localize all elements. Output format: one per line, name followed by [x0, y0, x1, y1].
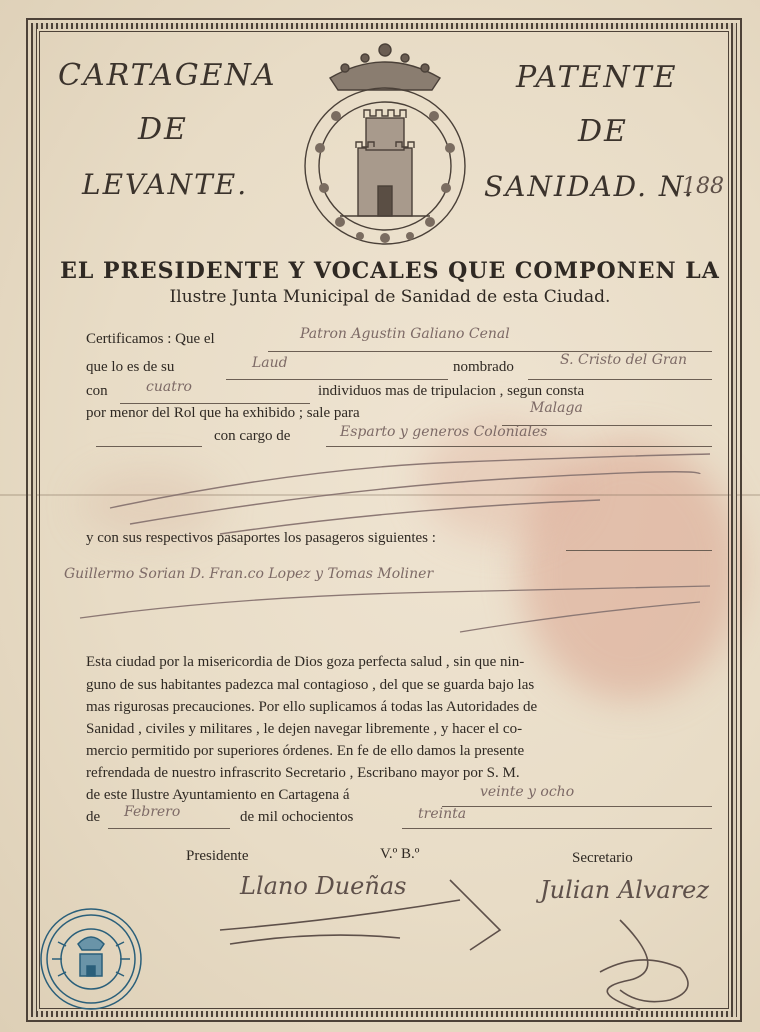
paragraph-line6: refrendada de nuestro infrascrito Secretario , Escribano mayor por S. M. — [86, 765, 520, 781]
secretary-signature: Julian Alvarez — [540, 876, 710, 904]
president-signature: Llano Dueñas — [240, 872, 407, 900]
header-right-line2: DE — [578, 114, 628, 149]
paragraph-line5: mercio permitido por superiores órdenes. En fe de ello damos la presente — [86, 743, 525, 759]
secretary-label: Secretario — [572, 850, 633, 866]
fill-line — [566, 550, 712, 551]
official-stamp — [38, 906, 144, 1012]
hw-cargo: Esparto y generos Coloniales — [340, 424, 548, 440]
header-left-line2: DE — [138, 112, 188, 147]
hw-passengers: Guillermo Sorian D. Fran.co Lopez y Tomas Moliner — [64, 566, 434, 582]
fill-line — [528, 379, 712, 380]
paragraph-line7: de este Ilustre Ayuntamiento en Cartagena á — [86, 787, 350, 803]
paragraph-line2: guno de sus habitantes padezca mal contagioso , del que se guarda bajo las — [86, 677, 535, 693]
fill-line — [120, 403, 310, 404]
hw-crew-count: cuatro — [146, 379, 192, 395]
fill-line — [226, 379, 448, 380]
paragraph-line4: Sanidad , civiles y militares , le dejen navegar libremente , y hacer el co- — [86, 721, 523, 737]
header-right-line1: PATENTE — [516, 60, 678, 95]
header-right-line3: SANIDAD. N. — [484, 170, 695, 203]
hw-month: Febrero — [124, 804, 181, 820]
body-por-menor: por menor del Rol que ha exhibido ; sale para — [86, 405, 360, 421]
pen-flourish — [60, 582, 720, 642]
body-con-cargo: con cargo de — [214, 428, 291, 444]
hw-date-day: veinte y ocho — [480, 784, 575, 800]
fill-line — [96, 446, 202, 447]
patent-number: 188 — [682, 174, 724, 199]
paragraph-de: de — [86, 809, 101, 825]
paragraph-line3: mas rigurosas precauciones. Por ello suplicamos á todas las Autoridades de — [86, 699, 538, 715]
header-left-line1: CARTAGENA — [58, 58, 277, 93]
title-line1: EL PRESIDENTE Y VOCALES QUE COMPONEN LA — [60, 258, 720, 284]
header-left-line3: LEVANTE. — [82, 168, 249, 201]
body-pasaportes: y con sus respectivos pasaportes los pasageros siguientes : — [86, 530, 436, 546]
vb-label: V.º B.º — [380, 846, 420, 862]
title-line2: Ilustre Junta Municipal de Sanidad de esta Ciudad. — [169, 287, 611, 307]
hw-year: treinta — [418, 806, 467, 822]
hw-patron: Patron Agustin Galiano Cenal — [300, 326, 510, 342]
fill-line — [402, 828, 712, 829]
signature-flourish — [200, 860, 740, 1020]
fill-line — [326, 446, 712, 447]
body-certificamos: Certificamos : Que el — [86, 331, 215, 347]
body-con: con — [86, 383, 108, 399]
fill-line — [108, 828, 230, 829]
hw-vessel-name: S. Cristo del Gran — [560, 352, 687, 368]
body-nombrado: nombrado — [453, 359, 514, 375]
hw-vessel-type: Laud — [252, 355, 288, 371]
body-individuos: individuos mas de tripulacion , segun consta — [318, 383, 585, 399]
president-label: Presidente — [186, 848, 249, 864]
paragraph-de-mil: de mil ochocientos — [240, 809, 354, 825]
hw-destination: Malaga — [530, 400, 583, 416]
coat-of-arms-emblem — [300, 38, 470, 248]
body-que-lo-es: que lo es de su — [86, 359, 175, 375]
pen-flourish — [100, 448, 720, 538]
fill-line — [442, 806, 712, 807]
paragraph-line1: Esta ciudad por la misericordia de Dios goza perfecta salud , sin que nin- — [86, 654, 525, 670]
